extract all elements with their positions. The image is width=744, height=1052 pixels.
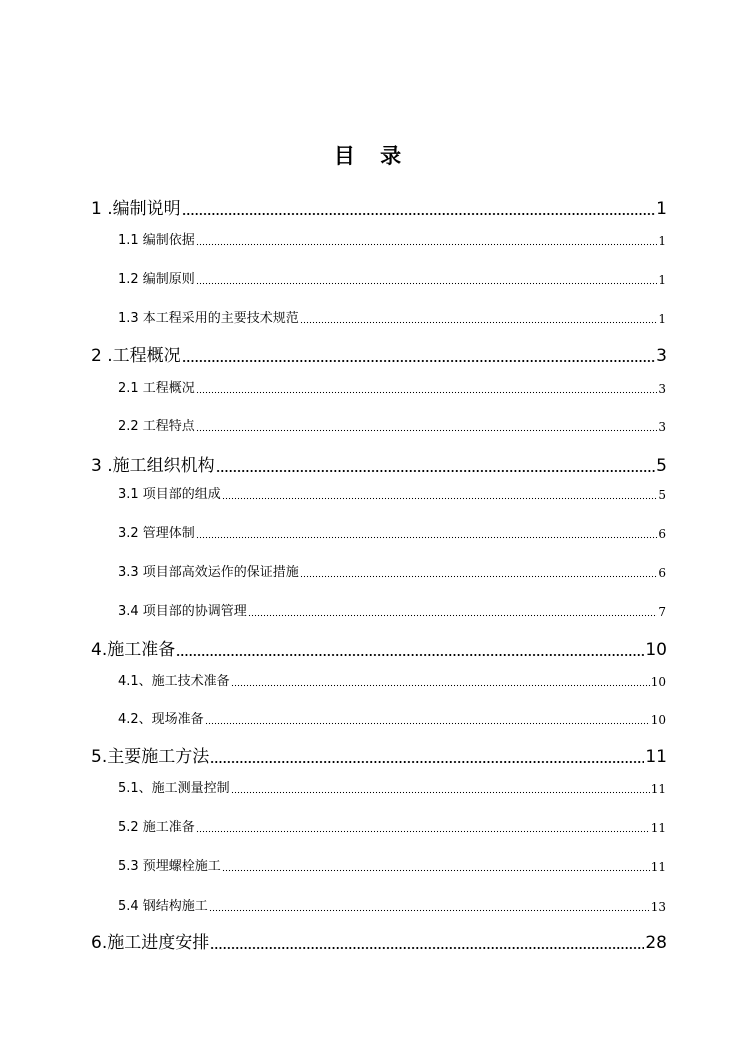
toc-entry-label: 2 .工程概况 [91,346,181,366]
toc-dot-leader [182,212,656,216]
toc-dot-leader [196,391,658,394]
toc-entry[interactable] [91,932,667,954]
toc-entry-label: 3.1 项目部的组成 [118,487,221,502]
toc-dot-leader [182,359,656,363]
toc-entry[interactable] [118,564,666,582]
toc-dot-leader [196,536,658,539]
toc-entry-label: 3.2 管理体制 [118,526,195,541]
toc-dot-leader [210,760,644,764]
toc-page-number: 11 [650,821,666,835]
toc-entry[interactable] [118,486,666,504]
toc-page-number: 1 [658,312,666,326]
toc-page-number: 1 [658,273,666,287]
toc-dot-leader [300,321,658,324]
toc-entry[interactable] [118,310,666,328]
toc-page-number: 11 [645,747,667,767]
toc-dot-leader [222,497,658,500]
toc-dot-leader [222,869,650,872]
toc-page-number: 5 [656,456,667,476]
toc-entry-label: 5.4 钢结构施工 [118,899,208,914]
toc-entry[interactable] [118,673,666,691]
toc-entry-label: 1.3 本工程采用的主要技术规范 [118,311,299,326]
toc-entry[interactable] [118,603,666,621]
toc-dot-leader [209,909,650,912]
toc-dot-leader [300,575,658,578]
toc-page-number: 11 [650,860,666,874]
toc-entry-label: 3.4 项目部的协调管理 [118,604,247,619]
toc-entry[interactable] [118,780,666,798]
toc-page-number: 3 [658,420,666,434]
toc-entry-label: 2.2 工程特点 [118,419,195,434]
toc-entry-label: 5.1、施工测量控制 [118,781,230,796]
toc-entry[interactable] [118,819,666,837]
toc-entry[interactable] [118,525,666,543]
toc-page-number: 10 [650,675,666,689]
toc-entry-label: 5.主要施工方法 [91,747,210,767]
toc-dot-leader [231,791,650,794]
toc-dot-leader [196,429,658,432]
toc-page-number: 13 [650,900,666,914]
toc-entry[interactable] [118,898,666,916]
toc-entry[interactable] [118,380,666,398]
toc-page-number: 3 [658,382,666,396]
toc-page-number: 11 [650,782,666,796]
toc-page-number: 1 [656,199,667,219]
toc-entry-label: 3 .施工组织机构 [91,456,215,476]
toc-dot-leader [210,946,644,950]
toc-dot-leader [216,469,656,473]
toc-entry-label: 6.施工进度安排 [91,933,210,953]
toc-page-number: 6 [658,527,666,541]
toc-page-number: 10 [650,713,666,727]
toc-entry-label: 4.1、施工技术准备 [118,674,230,689]
toc-entry-label: 5.2 施工准备 [118,820,195,835]
toc-entry[interactable] [118,858,666,876]
toc-entry[interactable] [91,345,667,367]
toc-entry-label: 1.2 编制原则 [118,272,195,287]
toc-entry[interactable] [91,639,667,661]
toc-page-number: 7 [658,605,666,619]
toc-entry-label: 4.施工准备 [91,640,176,660]
toc-entry[interactable] [91,198,667,220]
toc-dot-leader [176,653,644,657]
toc-entry[interactable] [91,746,667,768]
toc-entry[interactable] [118,418,666,436]
toc-page-number: 6 [658,566,666,580]
toc-dot-leader [196,830,650,833]
toc-entry-label: 1.1 编制依据 [118,233,195,248]
toc-page-number: 5 [658,488,666,502]
toc-dot-leader [205,722,650,725]
toc-page-number: 1 [658,234,666,248]
toc-entry[interactable] [118,271,666,289]
toc-entry-label: 2.1 工程概况 [118,381,195,396]
toc-entry[interactable] [118,232,666,250]
toc-page-number: 28 [645,933,667,953]
toc-entry-label: 3.3 项目部高效运作的保证措施 [118,565,299,580]
toc-entry-label: 5.3 预埋螺栓施工 [118,859,221,874]
toc-entry[interactable] [91,455,667,477]
toc-entry-label: 1 .编制说明 [91,199,181,219]
toc-entry-label: 4.2、现场准备 [118,712,204,727]
toc-dot-leader [231,684,650,687]
toc-entry[interactable] [118,711,666,729]
toc-title: 目 录 [333,144,411,168]
toc-dot-leader [196,243,658,246]
toc-dot-leader [248,614,658,617]
toc-dot-leader [196,282,658,285]
toc-page-number: 3 [656,346,667,366]
toc-page-number: 10 [645,640,667,660]
